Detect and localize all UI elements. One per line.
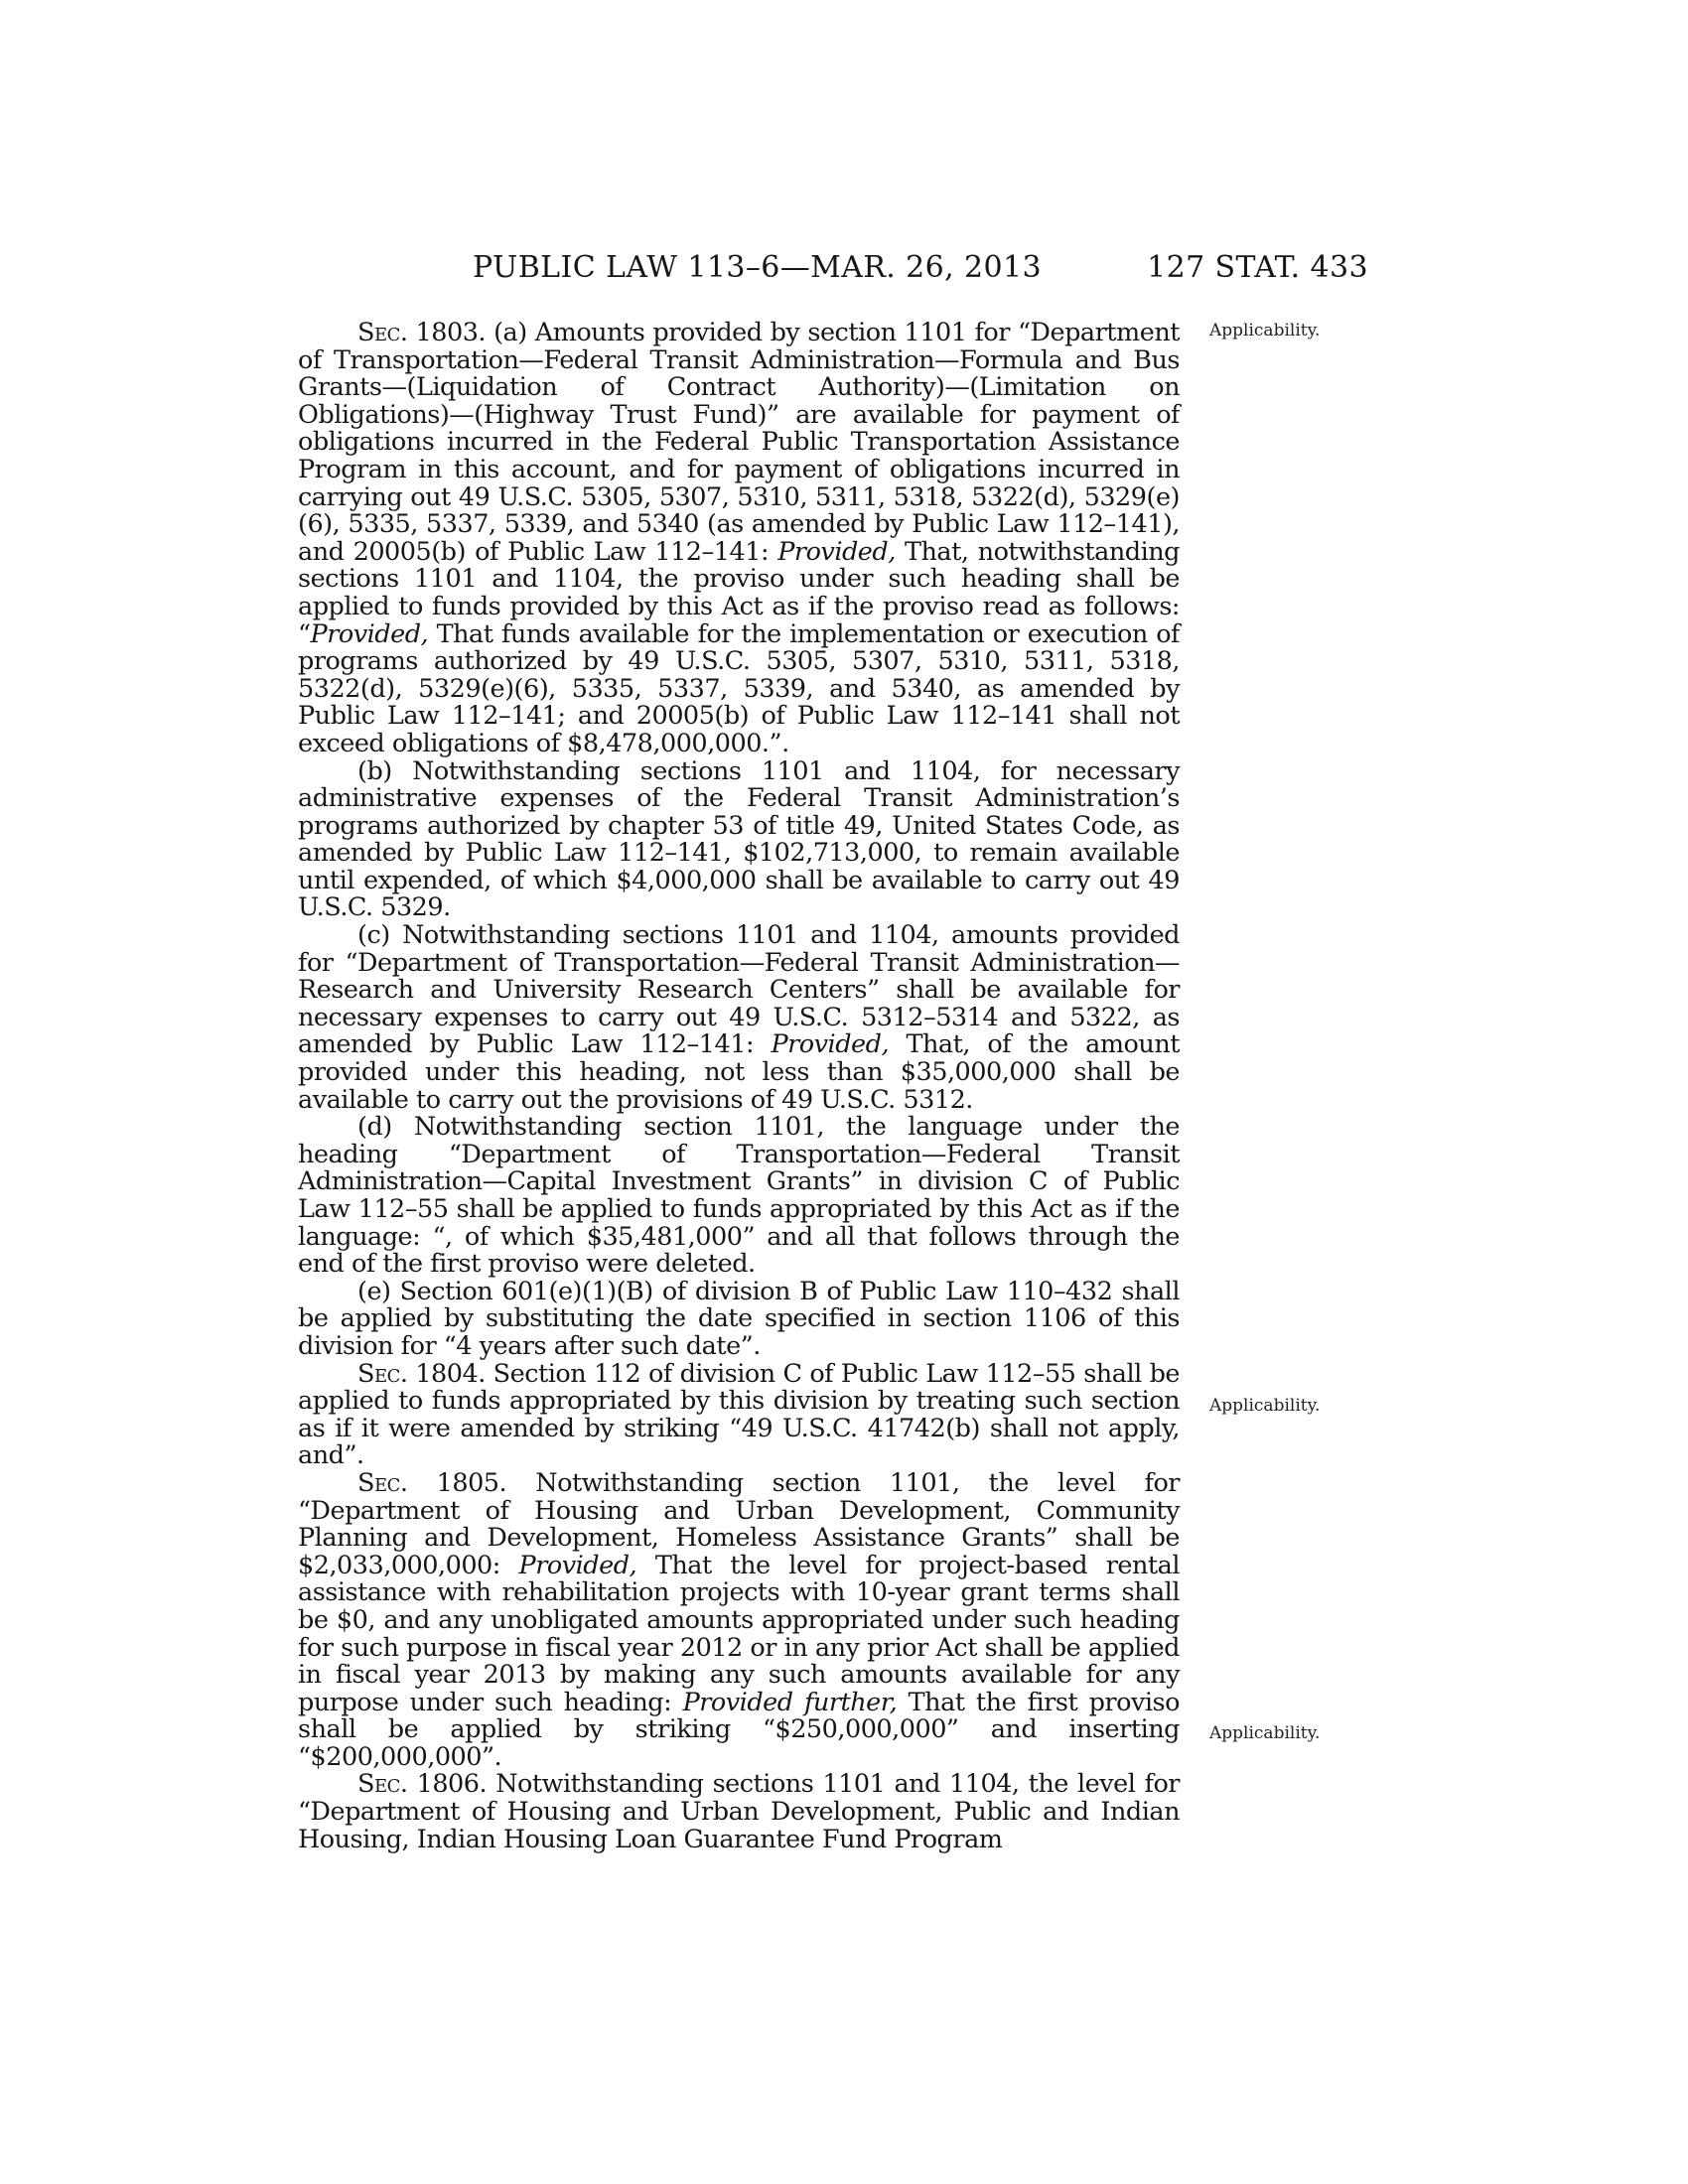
- section-1806: [298, 1771, 1180, 1853]
- section-1803-d: (d) Notwithstanding section 1101, the language under the heading “Department of Transportation—Federal Transit Administration—Capital Investment Grants” in division C of Public Law 112–55 shall be applied to funds appropriated by this Act as if the language: “, of which $35,481,000” and all that follows through the end of the first proviso were deleted.: [298, 1112, 1180, 1280]
- page-header: [298, 246, 1368, 290]
- margin-note-applicability: Applicability.: [1209, 1396, 1321, 1416]
- text-run: That funds available for the implementation or execution of programs authorized by 49 U.S.C. 5305, 5307, 5310, 5311, 5318, 5322(d), 5329(e)(6), 5335, 5337, 5339, and 5340, as amended by Public Law 112–141; and 20005(b) of Public Law 112–141 shall not exceed obligations of $8,478,000,000.”.: [298, 618, 1180, 758]
- section-1805: [298, 1467, 1181, 1772]
- text-run: (c) Notwithstanding sections 1101 and 1104, amounts provided for “Department of Transportation—Federal Transit Administration—Research and University Research Centers” shall be available for necessary expenses to carry out 49 U.S.C. 5312–5314 and 5322, as amended by Public Law 112–141:: [298, 920, 1180, 1060]
- italic-proviso: Provided,: [771, 1029, 890, 1060]
- section-1803-b: (b) Notwithstanding sections 1101 and 1104, for necessary administrative expenses of the Federal Transit Administration’s programs authorized by chapter 53 of title 49, United States Code, as amended by Public Law 112–141, $102,713,000, to remain available until expended, of which $4,000,000 shall be available to carry out 49 U.S.C. 5329.: [298, 755, 1180, 923]
- public-law-title: PUBLIC LAW 113–6—MAR. 26, 2013: [473, 250, 1042, 285]
- italic-proviso: Provided,: [777, 536, 896, 567]
- margin-note-applicability: Applicability.: [1209, 1723, 1321, 1743]
- sec-label: Sec.: [357, 1769, 408, 1800]
- text-run: That, of the amount provided under this heading, not less than $35,000,000 shall be available to carry out the provisions of 49 U.S.C. 5312.: [298, 1029, 1180, 1115]
- text-run: That the level for project-based rental assistance with rehabilitation projects with 10-year grant terms shall be $0, and any unobligated amounts appropriated under such heading for such purpose in fiscal year 2012 or in any prior Act shall be applied in fiscal year 2013 by making any such amounts available for any purpose under such heading:: [298, 1550, 1181, 1717]
- statute-page-number: 127 STAT. 433: [1147, 250, 1368, 285]
- italic-proviso: Provided,: [518, 1550, 637, 1580]
- sec-label: Sec.: [357, 1467, 408, 1498]
- margin-note-applicability: Applicability.: [1209, 321, 1321, 341]
- section-1803-e: (e) Section 601(e)(1)(B) of division B of Public Law 110–432 shall be applied by substituting the date specified in section 1106 of this division for “4 years after such date”.: [298, 1276, 1180, 1361]
- sec-label: Sec.: [357, 318, 408, 347]
- section-1804: [298, 1358, 1180, 1471]
- text-run: That the first proviso shall be applied by striking “$250,000,000” and inserting “$200,000,000”.: [298, 1687, 1180, 1772]
- text-run: 1805. Notwithstanding section 1101, the level for “Department of Housing and Urban Development, Community Planning and Development, Homeless Assistance Grants” shall be $2,033,000,000:: [298, 1467, 1180, 1580]
- body-text: [298, 320, 1180, 1853]
- text-run: 1804. Section 112 of division C of Public Law 112–55 shall be applied to funds appropriated by this division by treating such section as if it were amended by striking “49 U.S.C. 41742(b) shall not apply, and”.: [298, 1358, 1180, 1471]
- italic-proviso: Provided further,: [682, 1687, 898, 1717]
- text-run: 1803. (a) Amounts provided by section 1101 for “Department of Transportation—Federal Transit Administration—Formula and Bus Grants—(Liquidation of Contract Authority)—(Limitation on Obligations)—(Highway Trust Fund)” are available for payment of obligations incurred in the Federal Public Transportation Assistance Program in this account, and for payment of obligations incurred in carrying out 49 U.S.C. 5305, 5307, 5310, 5311, 5318, 5322(d), 5329(e)(6), 5335, 5337, 5339, and 5340 (as amended by Public Law 112–141), and 20005(b) of Public Law 112–141:: [298, 318, 1180, 567]
- text-run: 1806. Notwithstanding sections 1101 and 1104, the level for “Department of Housing and Urban Development, Public and Indian Housing, Indian Housing Loan Guarantee Fund Program: [298, 1769, 1180, 1854]
- text-run: That, notwithstanding sections 1101 and 1104, the proviso under such heading shall be applied to funds provided by this Act as if the proviso read as follows: “: [298, 536, 1181, 649]
- section-1803-c: [298, 922, 1180, 1114]
- sec-label: Sec.: [357, 1358, 408, 1389]
- italic-proviso: Provided,: [310, 618, 429, 649]
- section-1803-a: [298, 320, 1180, 758]
